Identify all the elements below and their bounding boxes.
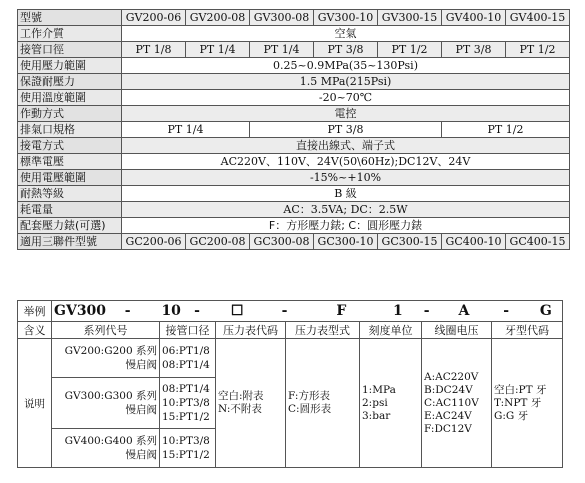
spec-row-wiring bbox=[18, 138, 570, 154]
row-label: 接管口徑 bbox=[18, 42, 122, 58]
header-cell: 压力表代码 bbox=[216, 322, 286, 339]
port-cell: PT 1/4 bbox=[250, 42, 314, 58]
row-label: 適用三聯件型號 bbox=[18, 234, 122, 250]
header-cell: 接管口径 bbox=[160, 322, 216, 339]
port-cell: PT 3/8 bbox=[314, 42, 378, 58]
model-cell: GV200-08 bbox=[186, 10, 250, 26]
spec-row-power bbox=[18, 202, 570, 218]
row-label: 配套壓力錶(可選) bbox=[18, 218, 122, 234]
model-cell: GV300-10 bbox=[314, 10, 378, 26]
code-dash: - bbox=[281, 303, 288, 319]
proof-value: 1.5 MPa(215Psi) bbox=[122, 74, 570, 90]
temp-value: -20~70℃ bbox=[122, 90, 570, 106]
port-cell: PT 3/8 bbox=[442, 42, 506, 58]
meaning-header-row bbox=[18, 322, 563, 339]
spec-row-frl bbox=[18, 234, 570, 250]
model-cell: GV400-10 bbox=[442, 10, 506, 26]
frl-cell: GC200-06 bbox=[122, 234, 186, 250]
frl-cell: GC300-15 bbox=[378, 234, 442, 250]
example-code-row bbox=[18, 301, 563, 322]
coil-cell: A:AC220V B:DC24V C:AC110V E:AC24V F:DC12V bbox=[422, 339, 492, 468]
row-label: 排氣口規格 bbox=[18, 122, 122, 138]
frl-cell: GC200-08 bbox=[186, 234, 250, 250]
thread-cell: 空白:PT 牙 T:NPT 牙 G:G 牙 bbox=[492, 339, 563, 468]
action-value: 電控 bbox=[122, 106, 570, 122]
row-label: 作動方式 bbox=[18, 106, 122, 122]
port-cell: PT 1/2 bbox=[506, 42, 570, 58]
series-cell: GV400:G400 系列 慢启阀 bbox=[52, 429, 160, 468]
code-gauge: ☐ bbox=[230, 303, 244, 319]
spec-row-gauge bbox=[18, 218, 570, 234]
code-series: GV300 bbox=[54, 303, 107, 319]
example-label: 举例 bbox=[18, 301, 52, 322]
unit-cell: 1:MPa 2:psi 3:bar bbox=[360, 339, 422, 468]
row-label: 耗電量 bbox=[18, 202, 122, 218]
port-code-cell: 06:PT1/8 08:PT1/4 bbox=[160, 339, 216, 378]
spec-row-proof bbox=[18, 74, 570, 90]
series-cell: GV300:G300 系列 慢启阀 bbox=[52, 378, 160, 429]
code-thread: G bbox=[539, 303, 552, 319]
spec-row-action bbox=[18, 106, 570, 122]
header-cell: 压力表型式 bbox=[286, 322, 360, 339]
code-gauge-type: F bbox=[336, 303, 347, 319]
heat-value: B 級 bbox=[122, 186, 570, 202]
spec-row-voltage bbox=[18, 154, 570, 170]
row-label: 耐熱等級 bbox=[18, 186, 122, 202]
header-cell: 线圈电压 bbox=[422, 322, 492, 339]
header-cell: 含义 bbox=[18, 322, 52, 339]
spec-row-model bbox=[18, 10, 570, 26]
code-coil: A bbox=[458, 303, 470, 319]
frl-cell: GC400-10 bbox=[442, 234, 506, 250]
order-code-table bbox=[17, 300, 563, 468]
gauge-code-cell: 空白:附表 N:不附表 bbox=[216, 339, 286, 468]
spec-row-port bbox=[18, 42, 570, 58]
model-cell: GV300-08 bbox=[250, 10, 314, 26]
spec-row-temp bbox=[18, 90, 570, 106]
example-code bbox=[52, 301, 563, 322]
exhaust-cell: PT 3/8 bbox=[250, 122, 442, 138]
row-label: 使用電壓範圍 bbox=[18, 170, 122, 186]
wiring-value: 直接出線式、端子式 bbox=[122, 138, 570, 154]
row-label: 工作介質 bbox=[18, 26, 122, 42]
header-cell: 刻度单位 bbox=[360, 322, 422, 339]
spec-table bbox=[17, 9, 570, 250]
spec-row-medium bbox=[18, 26, 570, 42]
gauge-type-cell: F:方形表 C:圆形表 bbox=[286, 339, 360, 468]
code-dash: - bbox=[503, 303, 509, 319]
port-code-cell: 08:PT1/4 10:PT3/8 15:PT1/2 bbox=[160, 378, 216, 429]
port-cell: PT 1/2 bbox=[378, 42, 442, 58]
row-label: 標準電壓 bbox=[18, 154, 122, 170]
frl-cell: GC300-08 bbox=[250, 234, 314, 250]
port-code-cell: 10:PT3/8 15:PT1/2 bbox=[160, 429, 216, 468]
row-label: 接電方式 bbox=[18, 138, 122, 154]
spec-row-exhaust bbox=[18, 122, 570, 138]
spec-row-pressure bbox=[18, 58, 570, 74]
pressure-value: 0.25~0.9MPa(35~130Psi) bbox=[122, 58, 570, 74]
code-dash: - bbox=[124, 303, 131, 319]
port-cell: PT 1/8 bbox=[122, 42, 186, 58]
row-label: 型號 bbox=[18, 10, 122, 26]
code-port: 10 bbox=[161, 303, 181, 319]
frl-cell: GC400-15 bbox=[506, 234, 570, 250]
exhaust-cell: PT 1/4 bbox=[122, 122, 250, 138]
code-unit: 1 bbox=[393, 303, 403, 319]
row-label: 保證耐壓力 bbox=[18, 74, 122, 90]
spec-row-vrange bbox=[18, 170, 570, 186]
desc-row bbox=[18, 339, 563, 378]
desc-label: 说明 bbox=[18, 339, 52, 468]
voltage-value: AC220V、110V、24V(50\60Hz);DC12V、24V bbox=[122, 154, 570, 170]
header-cell: 牙型代码 bbox=[492, 322, 563, 339]
power-value: AC：3.5VA; DC：2.5W bbox=[122, 202, 570, 218]
model-cell: GV400-15 bbox=[506, 10, 570, 26]
series-cell: GV200:G200 系列 慢启阀 bbox=[52, 339, 160, 378]
vrange-value: -15%~+10% bbox=[122, 170, 570, 186]
gauge-value: F：方形壓力錶; C：圓形壓力錶 bbox=[122, 218, 570, 234]
frl-cell: GC300-10 bbox=[314, 234, 378, 250]
header-cell: 系列代号 bbox=[52, 322, 160, 339]
model-cell: GV300-15 bbox=[378, 10, 442, 26]
spec-row-heat bbox=[18, 186, 570, 202]
code-dash: - bbox=[423, 303, 430, 319]
row-label: 使用壓力範圍 bbox=[18, 58, 122, 74]
port-cell: PT 1/4 bbox=[186, 42, 250, 58]
row-label: 使用溫度範圍 bbox=[18, 90, 122, 106]
exhaust-cell: PT 1/2 bbox=[442, 122, 570, 138]
model-cell: GV200-06 bbox=[122, 10, 186, 26]
code-dash: - bbox=[194, 303, 200, 319]
medium-value: 空氣 bbox=[122, 26, 570, 42]
